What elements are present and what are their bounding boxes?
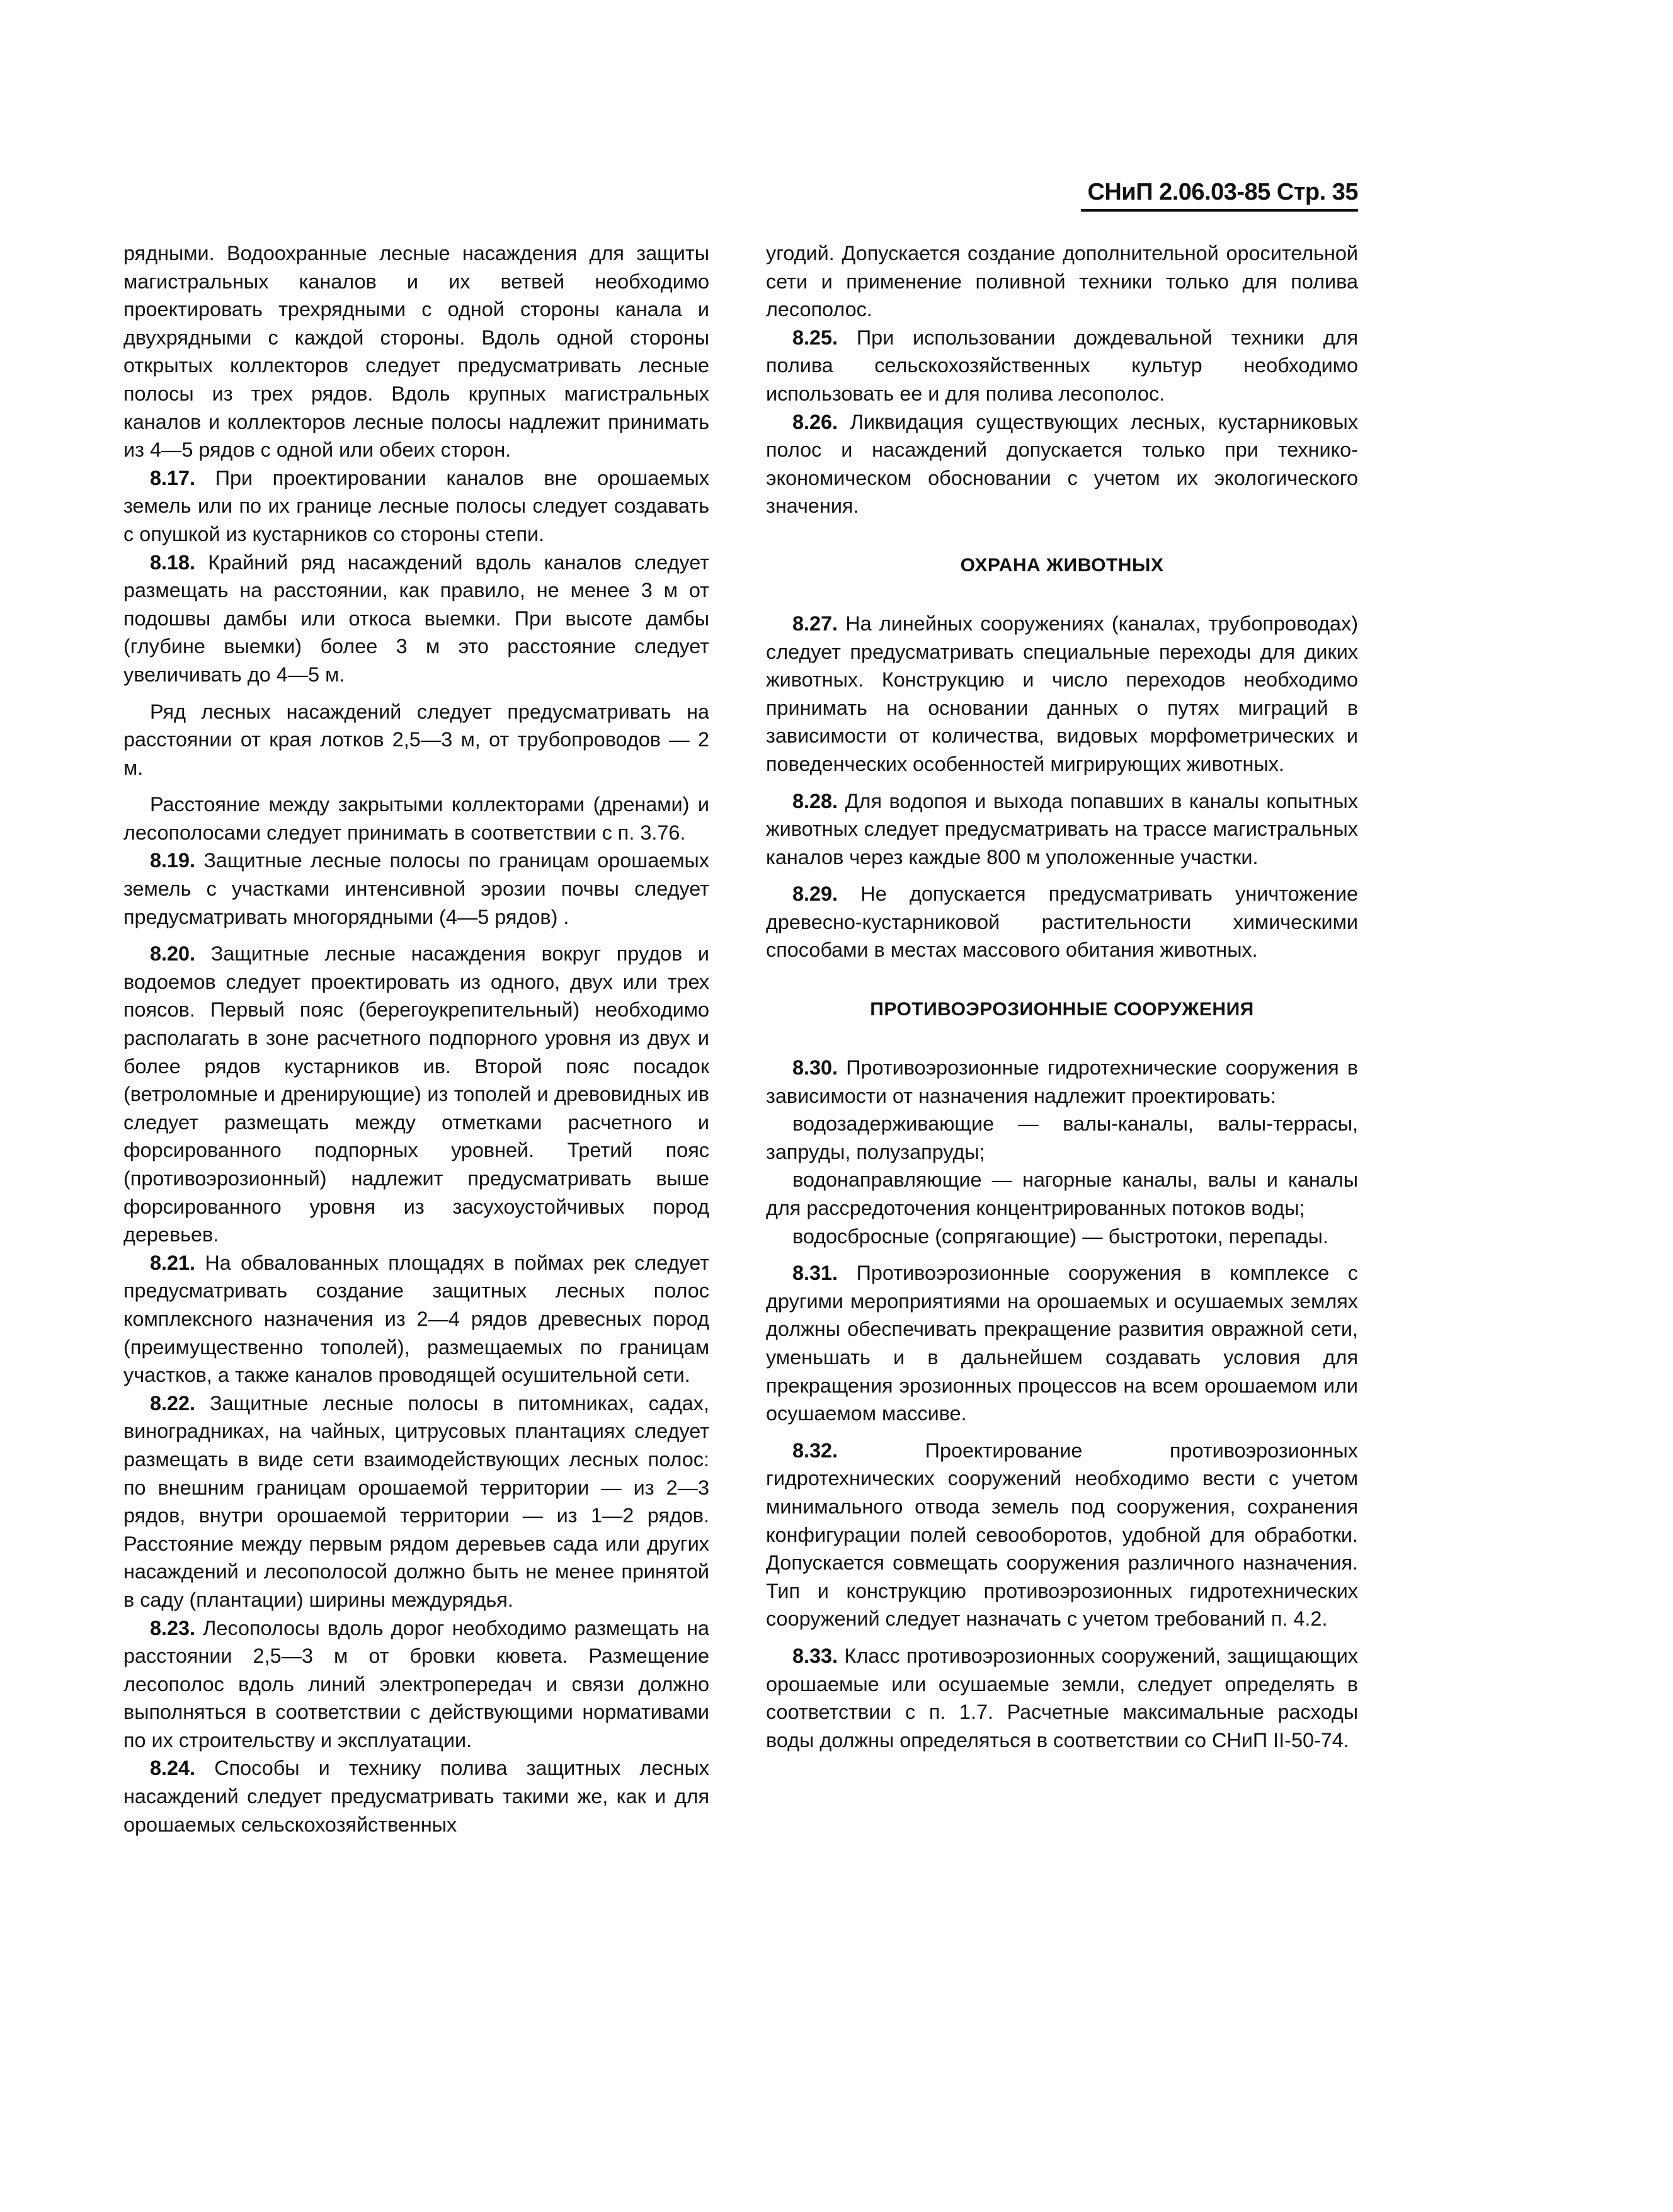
paragraph-continuation: рядными. Водоохранные лесные насаждения для защиты магистральных каналов и их ветвей необходимо проектировать трехрядными с одной стороны канала и двухрядными с каждой стороны. Вдоль одной стороны открытых коллекторов следует предусматривать лесные полосы из трех рядов. Вдоль крупных магистральных каналов и коллекторов лесные полосы надлежит принимать из 4—5 рядов с одной или обеих сторон. <box>123 242 709 462</box>
list-item-spillway: водосбросные (сопрягающие) — быстротоки, перепады. <box>792 1224 1328 1248</box>
paragraph-text: Защитные лесные насаждения вокруг прудов и водоемов следует проектировать из одного, двух или трех поясов. Первый пояс (берегоукрепительный) необходимо располагать в зоне расчетного подпорного уровня из двух и более рядов кустарников ив. Второй пояс посадок (ветроломные и дренирующие) из тополей и древовидных ив следует размещать между отметками расчетного и форсированного подпорных уровней. Третий пояс (противоэрозионный) надлежит предусматривать выше форсированного уровня из засухоустойчивых пород деревьев. <box>123 942 709 1246</box>
clause-number: 8.20. <box>150 942 196 966</box>
paragraph-text: Класс противоэрозионных сооружений, защищающих орошаемые или осушаемые земли, следует определять в соответствии с п. 1.7. Расчетные максимальные расходы воды должны определяться в соответствии со СНиП II-50-74. <box>766 1644 1358 1752</box>
paragraph-8-22 <box>123 1389 709 1614</box>
paragraph-text: Лесополосы вдоль дорог необходимо размещать на расстоянии 2,5—3 м от бровки кювета. Размещение лесополос вдоль линий электропередач и связи должно выполняться в соответствии с действующими нормативами по их строительству и эксплуатации. <box>123 1616 709 1752</box>
paragraph-text: При проектировании каналов вне орошаемых земель или по их границе лесные полосы следует создавать с опушкой из кустарников со стороны степи. <box>123 466 709 545</box>
paragraph-8-32 <box>766 1437 1358 1633</box>
paragraph-text: Защитные лесные полосы по границам орошаемых земель с участками интенсивной эрозии почвы следует предусматривать многорядными (4—5 рядов) . <box>123 849 709 928</box>
paragraph-text: На обвалованных площадях в поймах рек следует предусматривать создание защитных лесных полос комплексного назначения из 2—4 рядов древесных пород (преимущественно тополей), размещаемых по границам участков, а также каналов проводящей осушительной сети. <box>123 1251 709 1387</box>
paragraph-8-27 <box>766 610 1358 778</box>
right-column <box>766 239 1358 1754</box>
paragraph-8-19 <box>123 847 709 931</box>
paragraph-8-26 <box>766 408 1358 520</box>
clause-number: 8.22. <box>150 1391 196 1415</box>
paragraph-8-29 <box>766 880 1358 964</box>
paragraph-text: Защитные лесные полосы в питомниках, садах, виноградниках, на чайных, цитрусовых плантациях следует размещать в виде сети взаимодействующих лесных полос: по внешним границам орошаемой территории — из 2—3 рядов, внутри орошаемой территории — из 1—2 рядов. Расстояние между первым рядом деревьев сада или других насаждений и лесополосой должно быть не менее принятой в саду (плантации) ширины междурядья. <box>123 1391 709 1611</box>
paragraph-8-18-c: Расстояние между закрытыми коллекторами (дренами) и лесополосами следует принимать в соответствии с п. 3.76. <box>123 793 709 844</box>
clause-number: 8.25. <box>792 326 838 349</box>
clause-number: 8.31. <box>792 1262 838 1285</box>
clause-number: 8.18. <box>150 550 196 574</box>
clause-number: 8.30. <box>792 1056 838 1080</box>
paragraph-8-30 <box>766 1054 1358 1110</box>
paragraph-text: Для водопоя и выхода попавших в каналы копытных животных следует предусматривать на трассе магистральных каналов через каждые 800 м уположенные участки. <box>766 789 1358 869</box>
left-column <box>123 239 709 1839</box>
paragraph-8-18-b: Ряд лесных насаждений следует предусматривать на расстоянии от края лотков 2,5—3 м, от трубопроводов — 2 м. <box>123 700 709 779</box>
paragraph-text: Крайний ряд насаждений вдоль каналов следует размещать на расстоянии, как правило, не менее 3 м от подошвы дамбы или откоса выемки. При высоте дамбы (глубине выемки) более 3 м это расстояние следует увеличивать до 4—5 м. <box>123 550 709 686</box>
clause-number: 8.19. <box>150 849 196 872</box>
paragraph-text: Не допускается предусматривать уничтожение древесно-кустарниковой растительности химическими способами в местах массового обитания животных. <box>766 882 1358 962</box>
paragraph-8-20 <box>123 940 709 1249</box>
paragraph-text: При использовании дождевальной техники для полива сельскохозяйственных культур необходимо использовать ее и для полива лесополос. <box>766 326 1358 405</box>
paragraph-continuation: угодий. Допускается создание дополнительной оросительной сети и применение поливной техники только для полива лесополос. <box>766 242 1358 321</box>
list-item-water-retaining: водозадерживающие — валы-каналы, валы-террасы, запруды, полузапруды; <box>766 1112 1358 1163</box>
section-heading-anti-erosion: ПРОТИВОЭРОЗИОННЫЕ СООРУЖЕНИЯ <box>870 999 1254 1020</box>
page-header: СНиП 2.06.03-85 Стр. 35 <box>1081 175 1358 212</box>
paragraph-8-28 <box>766 787 1358 872</box>
clause-number: 8.23. <box>150 1616 196 1639</box>
clause-number: 8.29. <box>792 882 838 906</box>
paragraph-text: Способы и технику полива защитных лесных насаждений следует предусматривать такими же, как и для орошаемых сельскохозяйственных <box>123 1757 709 1836</box>
paragraph-8-25 <box>766 324 1358 408</box>
paragraph-8-21 <box>123 1249 709 1389</box>
paragraph-text: Противоэрозионные сооружения в комплексе с другими мероприятиями на орошаемых и осушаемых землях должны обеспечивать прекращение развития овражной сети, уменьшать и в дальнейшем создавать условия для прекращения эрозионных процессов на всем орошаемом или осушаемом массиве. <box>766 1262 1358 1425</box>
list-item-water-directing: водонаправляющие — нагорные каналы, валы и каналы для рассредоточения концентрированных потоков воды; <box>766 1168 1358 1220</box>
paragraph-8-18 <box>123 549 709 689</box>
paragraph-text: Проектирование противоэрозионных гидротехнических сооружений необходимо вести с учетом минимального отвода земель под сооружения, сохранения конфигурации полей севооборотов, удобной для обработки. Допускается совмещать сооружения различного назначения. Тип и конструкцию противоэрозионных гидротехнических сооружений следует назначать с учетом требований п. 4.2. <box>766 1439 1358 1631</box>
paragraph-text: На линейных сооружениях (каналах, трубопроводах) следует предусматривать специальные переходы для диких животных. Конструкцию и число переходов необходимо принимать на основании данных о путях миграций в зависимости от количества, видовых морфометрических и поведенческих особенностей мигрирующих животных. <box>766 612 1358 775</box>
clause-number: 8.21. <box>150 1251 196 1274</box>
clause-number: 8.17. <box>150 466 196 489</box>
clause-number: 8.32. <box>792 1439 838 1462</box>
paragraph-8-33 <box>766 1642 1358 1754</box>
paragraph-8-17 <box>123 464 709 549</box>
paragraph-text: Противоэрозионные гидротехнические сооружения в зависимости от назначения надлежит проектировать: <box>766 1056 1358 1107</box>
paragraph-8-23 <box>123 1614 709 1755</box>
section-heading-animal-protection: ОХРАНА ЖИВОТНЫХ <box>960 554 1164 576</box>
clause-number: 8.26. <box>792 410 838 433</box>
clause-number: 8.24. <box>150 1757 196 1780</box>
paragraph-8-24 <box>123 1754 709 1839</box>
clause-number: 8.33. <box>792 1644 838 1667</box>
clause-number: 8.27. <box>792 612 838 635</box>
paragraph-8-31 <box>766 1259 1358 1428</box>
paragraph-text: Ликвидация существующих лесных, кустарниковых полос и насаждений допускается только при технико-экономическом обосновании с учетом их экологического значения. <box>766 410 1358 518</box>
clause-number: 8.28. <box>792 789 838 812</box>
